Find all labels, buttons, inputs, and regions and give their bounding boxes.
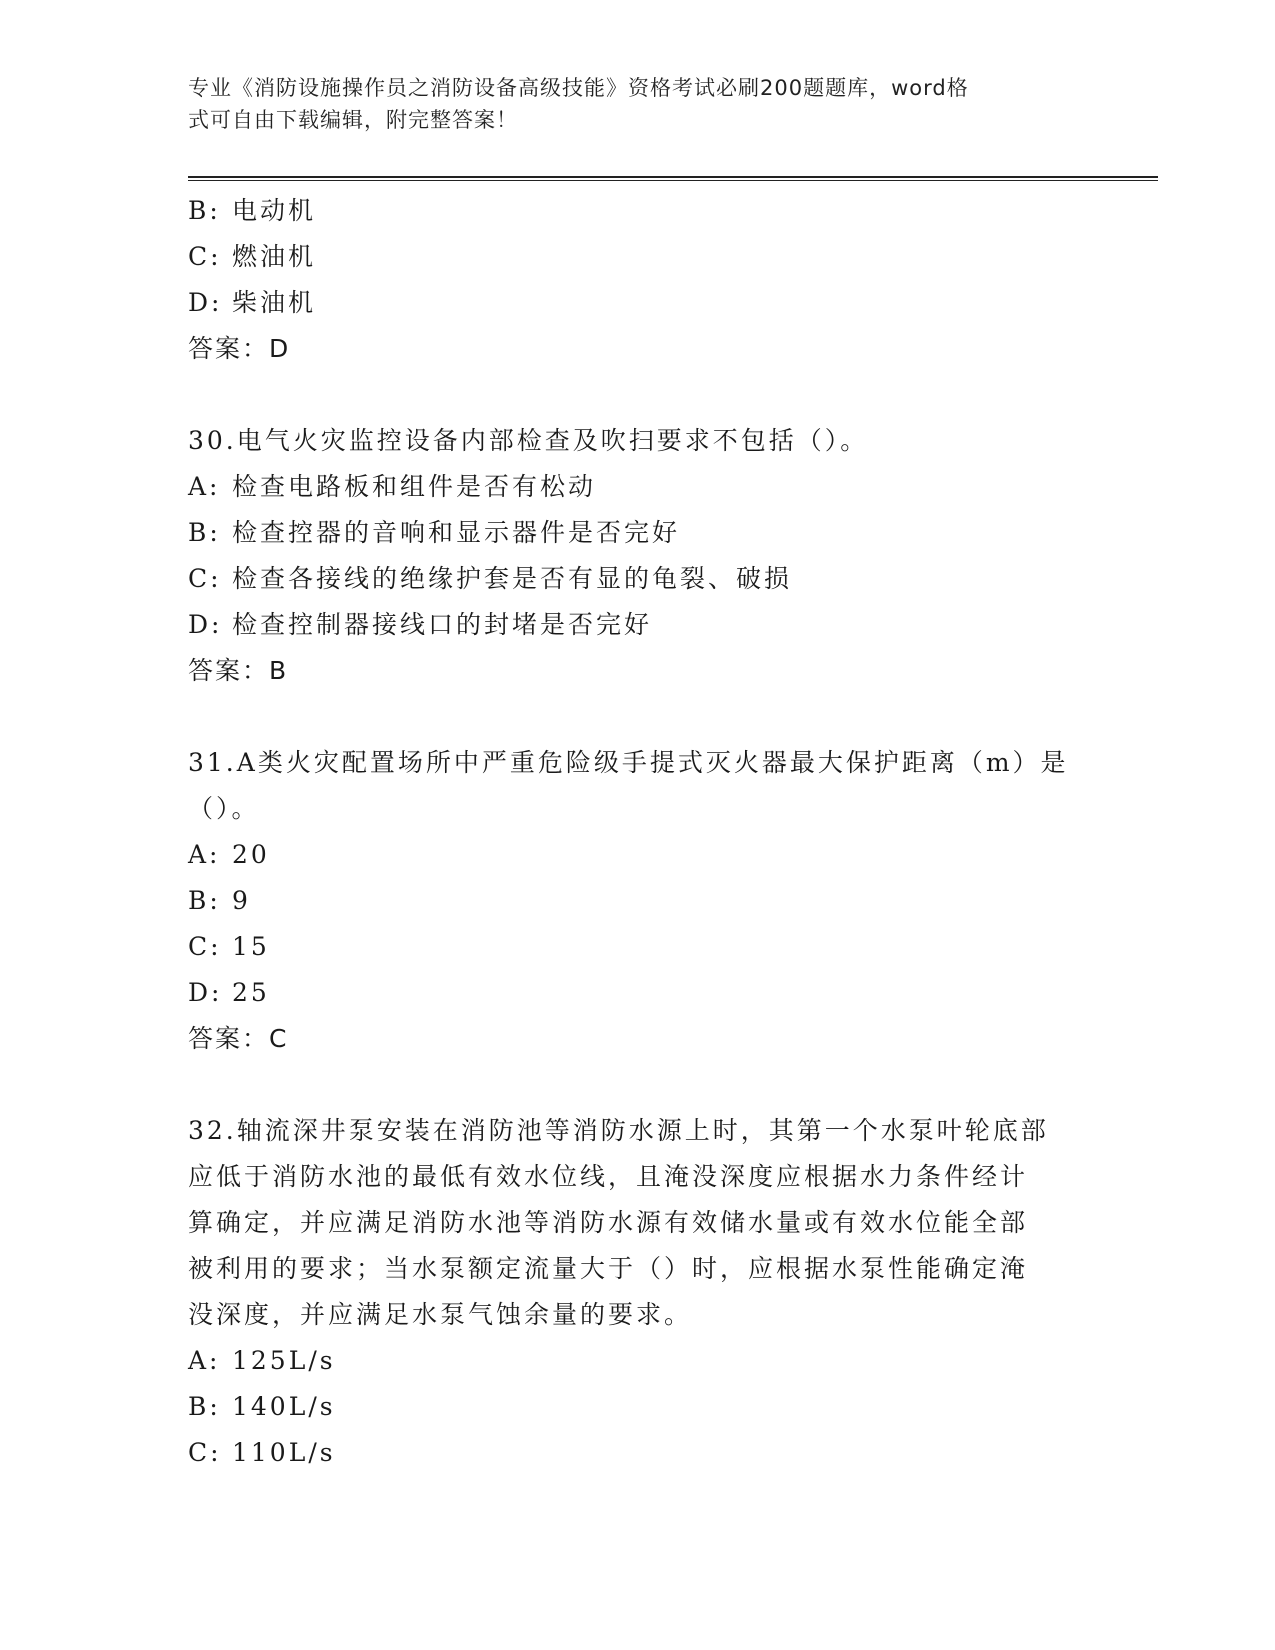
option-b: B: 140L/s (188, 1392, 336, 1421)
option-c: C: 110L/s (188, 1438, 336, 1467)
option-d: D: 检查控制器接线口的封堵是否完好 (188, 610, 653, 639)
option-d: D: 柴油机 (188, 288, 317, 317)
question-stem-line-2: 应低于消防水池的最低有效水位线，且淹没深度应根据水力条件经计 (188, 1162, 1029, 1191)
question-stem-line-5: 没深度，并应满足水泵气蚀余量的要求。 (188, 1300, 693, 1329)
answer: 答案：C (188, 1024, 289, 1053)
option-c: C: 燃油机 (188, 242, 317, 271)
option-b: B: 9 (188, 886, 251, 915)
answer: 答案：B (188, 656, 289, 685)
option-b: B: 电动机 (188, 196, 317, 225)
option-c: C: 15 (188, 932, 270, 961)
header-line-1: 专业《消防设施操作员之消防设备高级技能》资格考试必刷200题题库，word格 (188, 76, 969, 100)
question-stem-line-4: 被利用的要求；当水泵额定流量大于（）时，应根据水泵性能确定淹 (188, 1254, 1029, 1283)
question-stem-line-2: （）。 (188, 794, 260, 823)
question-30 (188, 418, 1088, 694)
option-d: D: 25 (188, 978, 270, 1007)
answer: 答案：D (188, 334, 291, 363)
option-b: B: 检查控器的音响和显示器件是否完好 (188, 518, 681, 547)
header-divider (188, 176, 1158, 181)
option-a: A: 125L/s (188, 1346, 336, 1375)
option-a: A: 20 (188, 840, 270, 869)
question-32 (188, 1108, 1088, 1476)
option-a: A: 检查电路板和组件是否有松动 (188, 472, 597, 501)
question-31 (188, 740, 1088, 1062)
question-stem: 30.电气火灾监控设备内部检查及吹扫要求不包括（）。 (188, 426, 869, 455)
header-line-2: 式可自由下载编辑，附完整答案！ (188, 108, 518, 132)
question-stem-line-1: 32.轴流深井泵安装在消防池等消防水源上时，其第一个水泵叶轮底部 (188, 1116, 1049, 1145)
option-c: C: 检查各接线的绝缘护套是否有显的龟裂、破损 (188, 564, 793, 593)
question-stem-line-1: 31.A类火灾配置场所中严重危险级手提式灭火器最大保护距离（m）是 (188, 748, 1069, 777)
question-29 (188, 188, 1088, 372)
question-list (188, 188, 1088, 1476)
question-stem-line-3: 算确定，并应满足消防水池等消防水源有效储水量或有效水位能全部 (188, 1208, 1029, 1237)
page-header (188, 72, 1068, 136)
